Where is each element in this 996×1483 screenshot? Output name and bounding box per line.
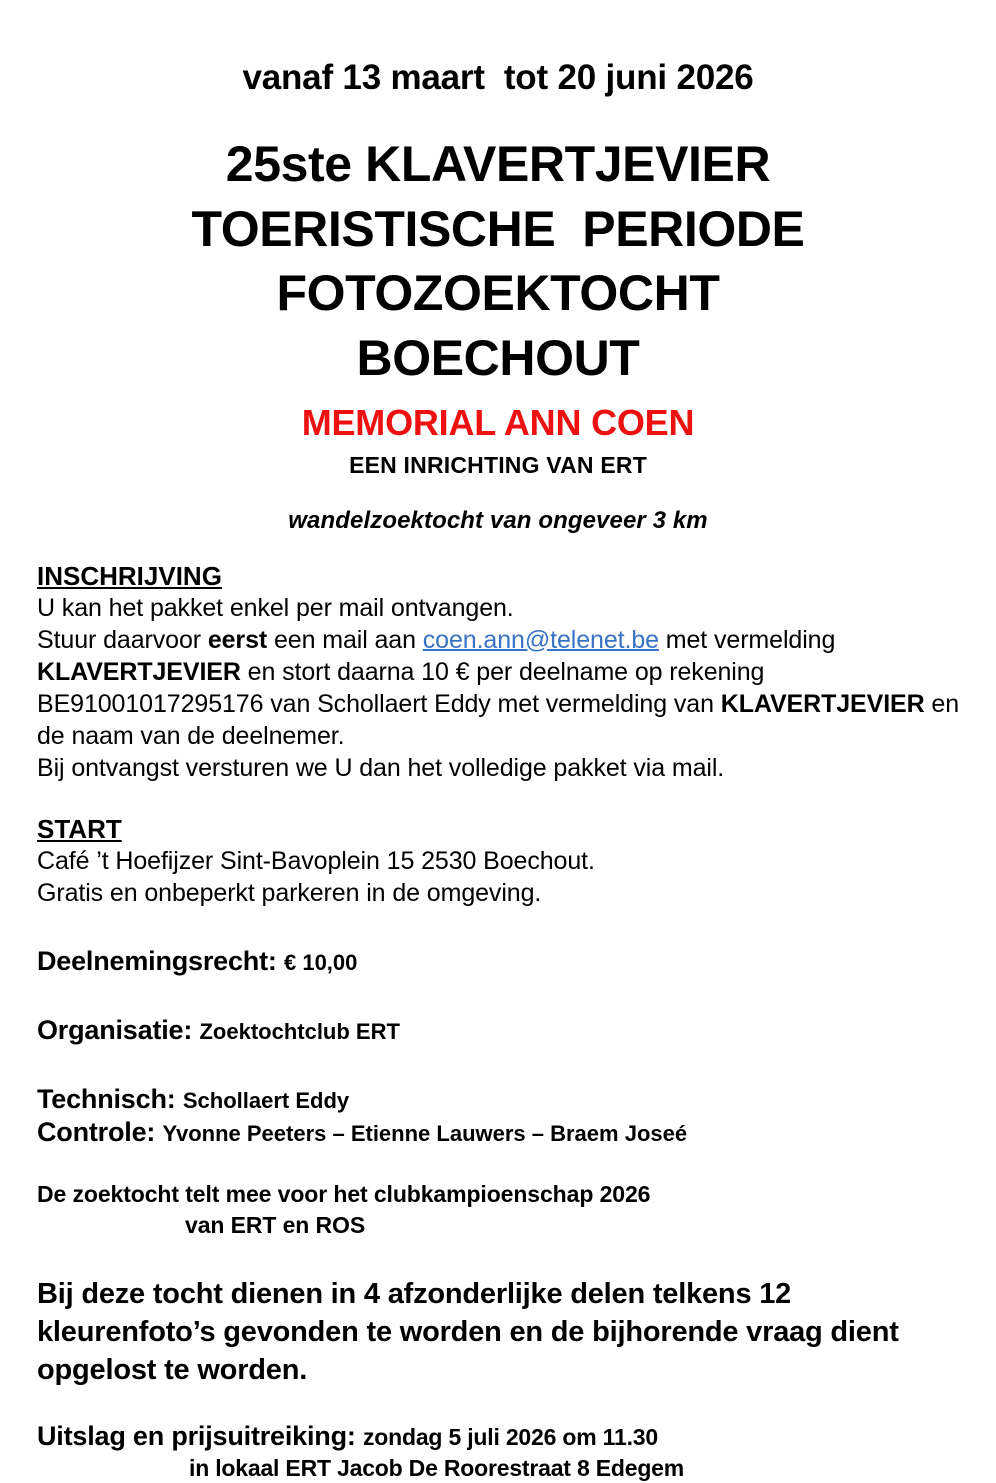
organisatie-label: Organisatie: [37, 1015, 193, 1046]
results-label: Uitslag en prijsuitreiking: [37, 1421, 356, 1452]
inschrijving-line-6: Bij ontvangst versturen we U dan het volledige pakket via mail. [37, 754, 725, 783]
organizer-subheading: EEN INRICHTING VAN ERT [349, 452, 647, 478]
inschrijving-line-2-pre: Stuur daarvoor [37, 625, 208, 654]
inschrijving-line-4 [37, 688, 976, 720]
title-line-1: 25ste KLAVERTJEVIER [225, 136, 771, 192]
fee-value: € 10,00 [283, 950, 358, 976]
memorial-heading: MEMORIAL ANN COEN [301, 402, 695, 443]
event-date-line: vanaf 13 maart tot 20 juni 2026 [242, 58, 754, 97]
technisch-value: Schollaert Eddy [182, 1088, 350, 1114]
controle-row [37, 1116, 976, 1149]
start-location: Café ’t Hoefijzer Sint-Bavoplein 15 2530 Boechout. [37, 847, 595, 876]
technisch-label: Technisch: [37, 1084, 176, 1115]
start-paragraph [37, 845, 976, 909]
fee-label: Deelnemingsrecht: [37, 946, 277, 977]
championship-line-2: van ERT en ROS [185, 1211, 366, 1238]
championship-note [37, 1179, 976, 1240]
inschrijving-line-2 [37, 624, 976, 656]
poster-title [0, 132, 996, 390]
instructions-paragraph: Bij deze tocht dienen in 4 afzonderlijke delen telkens 12 kleurenfoto’s gevonden te worden en de bijhorende vraag dient opgelost te worden. [37, 1278, 899, 1387]
organisatie-value: Zoektochtclub ERT [199, 1019, 400, 1045]
title-line-4: BOECHOUT [356, 329, 640, 386]
inschrijving-line-4-post: en [924, 690, 960, 719]
controle-label: Controle: [37, 1117, 156, 1148]
organisatie-row [37, 1014, 976, 1047]
inschrijving-line-3-rest: en stort daarna 10 € per deelname op rekening [240, 657, 765, 686]
fee-row [37, 945, 976, 978]
inschrijving-line-2-post: met vermelding [658, 625, 836, 654]
results-location: in lokaal ERT Jacob De Roorestraat 8 Edegem [189, 1454, 685, 1481]
inschrijving-line-3 [37, 656, 976, 688]
inschrijving-line-5: de naam van de deelnemer. [37, 722, 345, 751]
start-parking: Gratis en onbeperkt parkeren in de omgeving. [37, 879, 542, 908]
emphasis-klavertjevier-2: KLAVERTJEVIER [720, 690, 925, 719]
results-value: zondag 5 juli 2026 om 11.30 [362, 1424, 658, 1451]
iban-text: BE91001017295176 van Schollaert Eddy met vermelding van [37, 690, 721, 719]
section-heading-start: START [37, 814, 122, 845]
inschrijving-line-1: U kan het pakket enkel per mail ontvangen. [37, 593, 514, 622]
title-line-2: TOERISTISCHE PERIODE [191, 200, 805, 257]
section-heading-inschrijving: INSCHRIJVING [37, 561, 222, 591]
poster-body [37, 561, 976, 1483]
title-line-3: FOTOZOEKTOCHT [276, 265, 720, 321]
technisch-row [37, 1083, 976, 1116]
championship-line-1: De zoektocht telt mee voor het clubkampioenschap 2026 [37, 1181, 651, 1208]
controle-value: Yvonne Peeters – Etienne Lauwers – Braem Joseé [162, 1121, 688, 1147]
emphasis-eerst: eerst [207, 625, 268, 654]
inschrijving-line-2-mid: een mail aan [267, 625, 423, 654]
emphasis-klavertjevier-1: KLAVERTJEVIER [37, 657, 241, 686]
inschrijving-paragraph [37, 592, 976, 785]
walk-subtitle: wandelzoektocht van ongeveer 3 km [288, 507, 708, 534]
email-link[interactable]: coen.ann@telenet.be [422, 625, 659, 654]
results-block [37, 1420, 976, 1483]
